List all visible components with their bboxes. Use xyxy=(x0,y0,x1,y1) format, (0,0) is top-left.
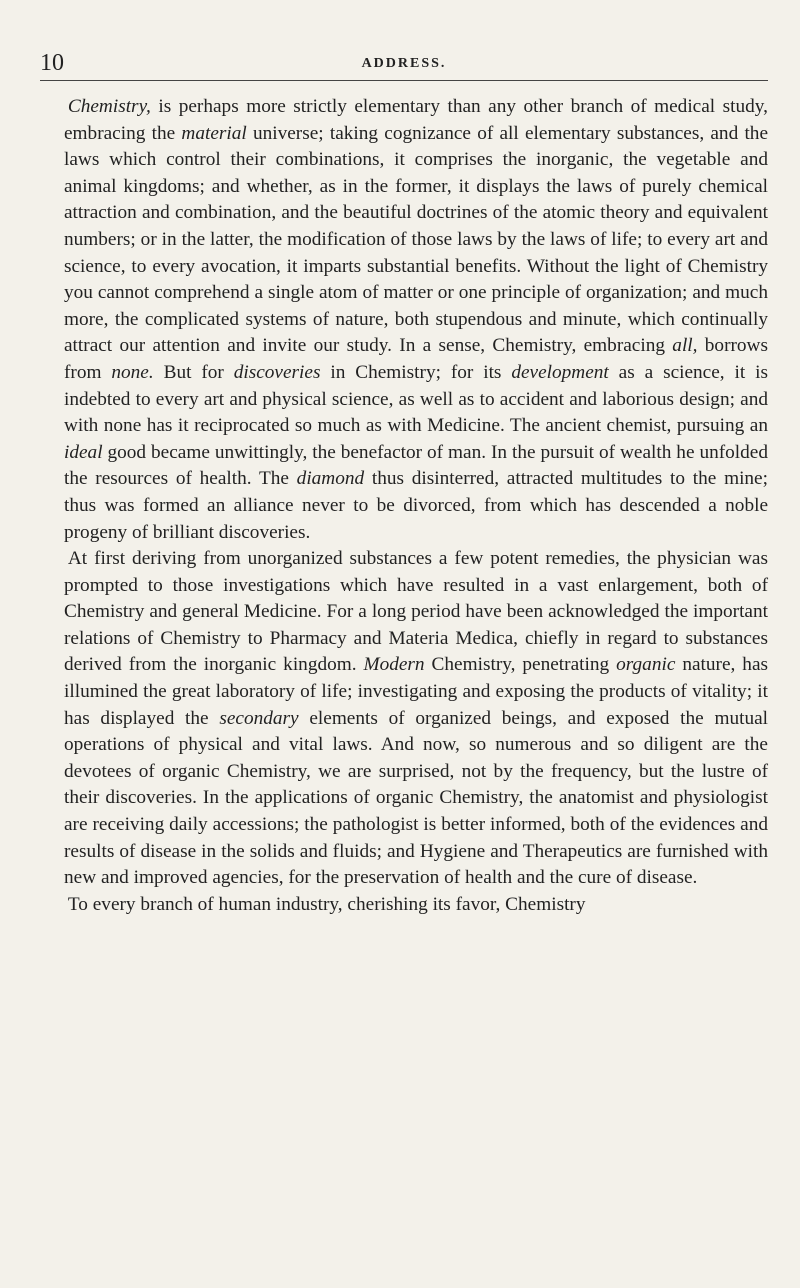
text-run: in Chemistry; for its xyxy=(320,361,512,383)
italic-phrase: all, xyxy=(672,335,698,357)
paragraph xyxy=(64,94,768,546)
italic-phrase: discoveries xyxy=(233,361,321,383)
paragraph xyxy=(64,892,768,919)
text-run: universe; taking cognizance of all elementary substances, and the laws which control their combinations, it comprises the inorganic, the vegetable and animal kingdoms; and whether, as in the former, it displays the laws of purely chemical attraction and combination, and the beautiful doctrines of the atomic theory and equivalent numbers; or in the latter, the modification of those laws by the laws of life; to every art and science, to every avocation, it imparts substantial benefits. Without the light of Chemistry you cannot comprehend a single atom of matter or one principle of organization; and much more, the complicated systems of nature, both stupendous and minute, which continually attract our attention and invite our study. In a sense, Chemistry, embracing xyxy=(64,122,768,357)
text-run: as a science, it is indebted to every art and physical science, as well as to accident and laborious design; and with none has it reciprocated so much as with Medicine. The ancient chemist, pursuing an xyxy=(64,361,768,437)
paragraph xyxy=(64,546,768,892)
text-run: thus disinterred, attracted multitudes to the mine; thus was formed an alliance never to be divorced, from which has descended a noble progeny of brilliant discoveries. xyxy=(64,468,768,543)
italic-phrase: diamond xyxy=(296,468,365,490)
text-run: is perhaps more strictly elementary than any other branch of medical study, embracing the xyxy=(64,96,768,144)
italic-phrase: organic xyxy=(616,654,676,676)
running-head: ADDRESS. xyxy=(361,56,447,71)
italic-phrase: material xyxy=(181,122,247,144)
text-run: But for xyxy=(153,361,234,383)
page-number: 10 xyxy=(40,50,64,76)
italic-phrase: secondary xyxy=(219,707,299,729)
text-run: Chemistry, penetrating xyxy=(424,654,617,676)
text-run: good became unwittingly, the benefactor of man. In the pursuit of wealth he unfolded the resources of health. The xyxy=(64,441,768,490)
text-run: nature, has illumined the great laboratory of life; investigating and exposing the products of vitality; it has displayed the xyxy=(64,654,769,729)
italic-phrase: Chemistry, xyxy=(67,96,151,117)
body-text xyxy=(64,94,768,918)
italic-phrase: none. xyxy=(111,361,154,383)
text-run: To every branch of human industry, cherishing its favor, Chemistry xyxy=(67,893,586,915)
text-run: elements of organized beings, and exposed the mutual operations of physical and vital laws. And now, so numerous and so diligent are the devotees of organic Chemistry, we are surprised, not by the frequency, but the lustre of their discoveries. In the applications of organic Chemistry, the anatomist and physiologist are receiving daily accessions; the pathologist is better informed, both of the evidences and results of disease in the solids and fluids; and Hygiene and Therapeutics are furnished with new and improved agencies, for the preservation of health and the cure of disease. xyxy=(64,707,769,889)
text-run: borrows from xyxy=(64,335,768,383)
italic-phrase: ideal xyxy=(64,441,103,463)
page-header xyxy=(40,46,768,81)
italic-phrase: Modern xyxy=(363,654,425,676)
text-run: At first deriving from unorganized substances a few potent remedies, the physician was prompted to those investigations which have resulted in a vast enlargement, both of Chemistry and general Medicine. For a long period have been acknowledged the important relations of Chemistry to Pharmacy and Materia Medica, chiefly in regard to substances derived from the inorganic kingdom. xyxy=(64,548,768,676)
italic-phrase: development xyxy=(511,361,609,383)
